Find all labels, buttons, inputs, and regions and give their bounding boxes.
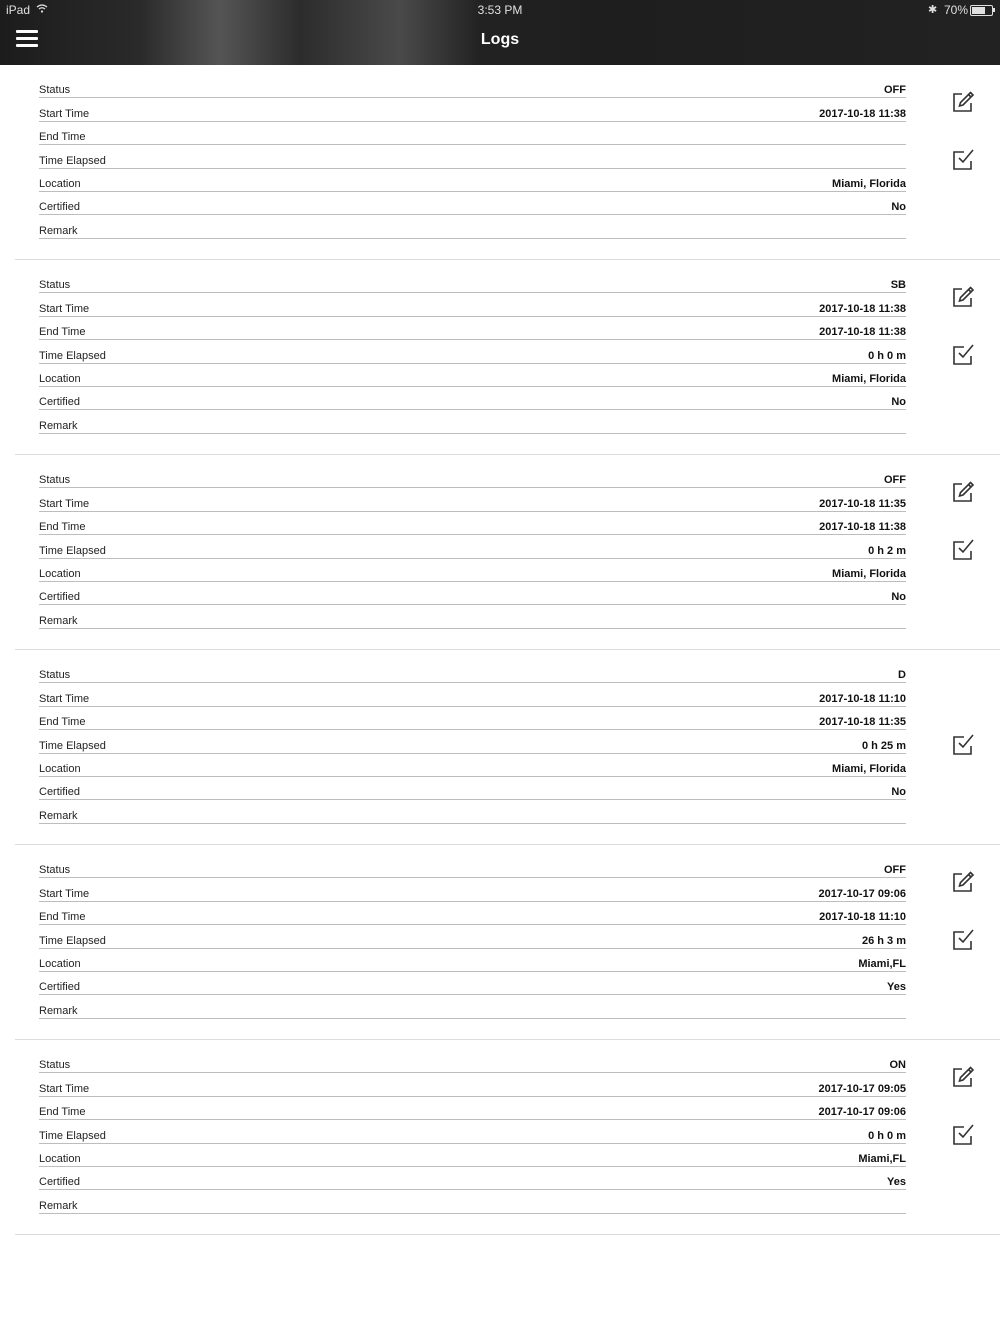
log-field-start-time [39,292,906,316]
log-field-remark [39,604,906,628]
field-label: End Time [39,716,86,729]
field-value: 2017-10-18 11:38 [819,326,906,339]
field-label: Time Elapsed [39,349,106,362]
field-label: End Time [39,911,86,924]
field-label: Time Elapsed [39,934,106,947]
field-value: 26 h 3 m [861,934,906,947]
log-entry [0,260,1000,455]
field-label: Time Elapsed [39,1129,106,1142]
field-label: Certified [39,1176,80,1189]
log-field-location [39,1143,906,1167]
edit-icon[interactable] [951,1065,975,1089]
log-field-remark [39,799,906,823]
field-value: 2017-10-18 11:38 [819,107,906,120]
field-value: 2017-10-18 11:35 [819,497,906,510]
log-field-time-elapsed [39,339,906,363]
field-label: End Time [39,521,86,534]
field-label: Location [39,762,81,775]
log-field-end-time [39,316,906,340]
field-label: Remark [39,1199,78,1212]
field-label: Remark [39,614,78,627]
status-bar [0,0,1000,20]
field-value: No [891,786,906,799]
field-label: Status [39,1059,71,1072]
log-field-time-elapsed [39,144,906,168]
log-field-certified [39,581,906,605]
log-field-remark [39,409,906,433]
certify-check-icon[interactable] [951,733,975,757]
field-label: Status [39,864,71,877]
log-field-remark [39,214,906,238]
log-field-location [39,753,906,777]
log-field-end-time [39,706,906,730]
certify-check-icon[interactable] [951,343,975,367]
field-value: 0 h 25 m [861,739,906,752]
log-entry [0,65,1000,260]
log-field-remark [39,994,906,1018]
field-label: Remark [39,419,78,432]
field-label: Remark [39,1004,78,1017]
field-label: End Time [39,1106,86,1119]
edit-icon[interactable] [951,90,975,114]
certify-check-icon[interactable] [951,538,975,562]
field-value: 2017-10-18 11:38 [819,302,906,315]
field-value: D [898,669,906,682]
log-field-status [39,1049,906,1073]
field-value: OFF [884,864,906,877]
field-value: 2017-10-18 11:10 [819,911,906,924]
field-value: 2017-10-17 09:06 [818,887,906,900]
logs-list [0,65,1000,1235]
field-value: SB [890,279,906,292]
log-entry [0,845,1000,1040]
log-field-time-elapsed [39,1119,906,1143]
log-field-time-elapsed [39,924,906,948]
field-label: Start Time [39,1082,90,1095]
certify-check-icon[interactable] [951,928,975,952]
log-field-status [39,269,906,293]
log-field-certified [39,1166,906,1190]
battery-percent: 70% [944,3,969,17]
field-value: ON [889,1059,906,1072]
log-field-time-elapsed [39,729,906,753]
field-label: Status [39,279,71,292]
field-label: Status [39,84,71,97]
battery-icon [970,5,993,16]
field-value: 2017-10-18 11:38 [819,521,906,534]
log-field-certified [39,386,906,410]
log-field-certified [39,191,906,215]
certify-check-icon[interactable] [951,1123,975,1147]
battery-tip [993,8,995,12]
field-value: No [891,201,906,214]
log-field-start-time [39,682,906,706]
log-field-location [39,558,906,582]
field-value: Miami, Florida [832,177,906,190]
log-field-status [39,74,906,98]
field-label: Status [39,474,71,487]
field-label: Certified [39,201,80,214]
log-field-start-time [39,487,906,511]
log-field-status [39,464,906,488]
bluetooth-icon: ✱ [928,4,938,16]
log-field-status [39,659,906,683]
field-value: No [891,591,906,604]
log-field-location [39,168,906,192]
field-value: Miami,FL [858,957,906,970]
field-value: Miami, Florida [832,567,906,580]
field-value: Yes [887,981,906,994]
field-label: Start Time [39,692,90,705]
log-entry [0,650,1000,845]
log-field-end-time [39,901,906,925]
log-field-end-time [39,121,906,145]
field-label: Location [39,957,81,970]
field-value: 2017-10-18 11:10 [819,692,906,705]
field-value: No [891,396,906,409]
field-value: 0 h 0 m [868,349,906,362]
field-value: Miami, Florida [832,762,906,775]
edit-icon[interactable] [951,480,975,504]
log-field-end-time [39,1096,906,1120]
field-label: Certified [39,981,80,994]
log-field-time-elapsed [39,534,906,558]
log-field-start-time [39,877,906,901]
field-label: Location [39,372,81,385]
field-label: Start Time [39,497,90,510]
edit-icon[interactable] [951,285,975,309]
field-value: 2017-10-17 09:05 [818,1082,906,1095]
certify-check-icon[interactable] [951,148,975,172]
field-label: End Time [39,131,86,144]
log-field-location [39,363,906,387]
log-field-start-time [39,97,906,121]
page-title: Logs [480,31,520,48]
field-value: Yes [887,1176,906,1189]
field-value: Miami,FL [858,1152,906,1165]
edit-icon[interactable] [951,870,975,894]
log-field-certified [39,776,906,800]
top-bar [0,0,1000,65]
field-label: Start Time [39,887,90,900]
field-label: Certified [39,786,80,799]
log-field-start-time [39,1072,906,1096]
field-label: Start Time [39,107,90,120]
field-value: OFF [884,474,906,487]
field-label: Time Elapsed [39,544,106,557]
field-label: Location [39,177,81,190]
field-value: 0 h 0 m [868,1129,906,1142]
field-label: Certified [39,396,80,409]
field-value: 0 h 2 m [868,544,906,557]
battery-fill [972,7,985,14]
field-value: OFF [884,84,906,97]
field-value: Miami, Florida [832,372,906,385]
log-field-remark [39,1189,906,1213]
field-label: End Time [39,326,86,339]
field-label: Time Elapsed [39,739,106,752]
field-label: Start Time [39,302,90,315]
divider [15,1234,1000,1235]
log-field-end-time [39,511,906,535]
log-entry [0,455,1000,650]
clock: 3:53 PM [477,3,523,17]
field-label: Time Elapsed [39,154,106,167]
field-label: Certified [39,591,80,604]
field-label: Remark [39,809,78,822]
field-label: Remark [39,224,78,237]
device-label: iPad [6,3,31,17]
field-label: Location [39,567,81,580]
log-field-certified [39,971,906,995]
field-value: 2017-10-17 09:06 [818,1106,906,1119]
log-entry [0,1040,1000,1235]
log-field-location [39,948,906,972]
log-field-status [39,854,906,878]
field-label: Status [39,669,71,682]
field-value: 2017-10-18 11:35 [819,716,906,729]
field-label: Location [39,1152,81,1165]
